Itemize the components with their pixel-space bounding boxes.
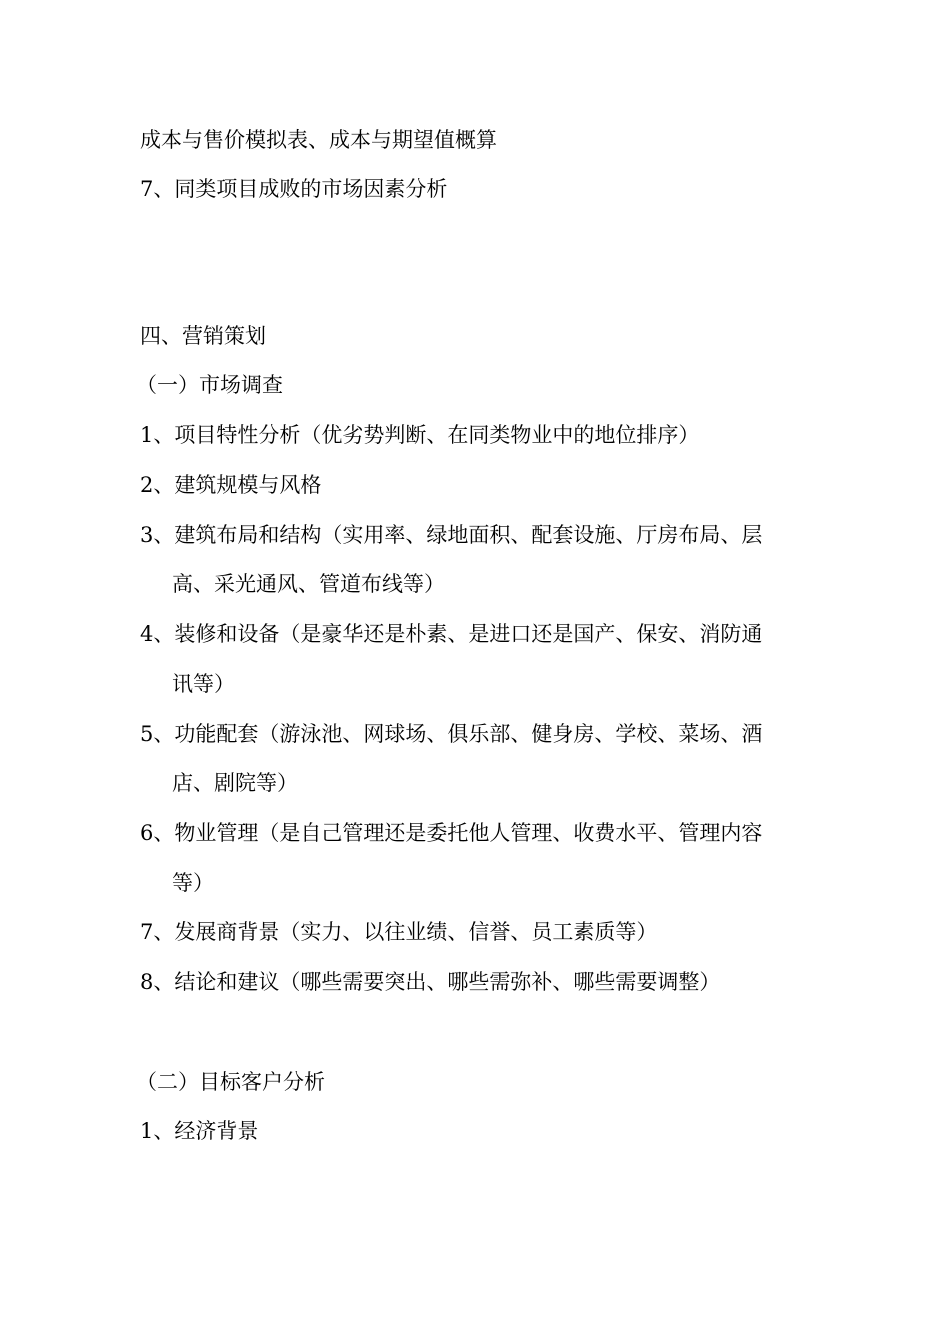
list-item-2-building-scale: 2、建筑规模与风格 [140, 473, 322, 497]
subsection-heading-target-customers: （二）目标客户分析 [136, 1070, 325, 1094]
text-line-item-7-market-factors: 7、同类项目成败的市场因素分析 [140, 177, 448, 201]
list-item-6-property-management: 6、物业管理（是自己管理还是委托他人管理、收费水平、管理内容 [140, 821, 763, 845]
list-item-5-facilities: 5、功能配套（游泳池、网球场、俱乐部、健身房、学校、菜场、酒 [140, 722, 763, 746]
list-item-3-building-layout: 3、建筑布局和结构（实用率、绿地面积、配套设施、厅房布局、层 [140, 523, 763, 547]
list-item-1-economic-background: 1、经济背景 [140, 1119, 259, 1143]
text-line-cost-price-table: 成本与售价模拟表、成本与期望值概算 [140, 128, 497, 152]
list-item-7-developer-background: 7、发展商背景（实力、以往业绩、信誉、员工素质等） [140, 920, 658, 944]
list-item-5-continuation: 店、剧院等） [172, 771, 298, 795]
section-heading-marketing-plan: 四、营销策划 [140, 324, 266, 348]
list-item-8-conclusions: 8、结论和建议（哪些需要突出、哪些需弥补、哪些需要调整） [140, 970, 721, 994]
list-item-1-project-features: 1、项目特性分析（优劣势判断、在同类物业中的地位排序） [140, 423, 700, 447]
list-item-4-continuation: 讯等） [172, 672, 235, 696]
subsection-heading-market-survey: （一）市场调查 [136, 373, 283, 397]
list-item-6-continuation: 等） [172, 871, 214, 895]
list-item-3-continuation: 高、采光通风、管道布线等） [172, 572, 445, 596]
list-item-4-decoration-equipment: 4、装修和设备（是豪华还是朴素、是进口还是国产、保安、消防通 [140, 622, 763, 646]
